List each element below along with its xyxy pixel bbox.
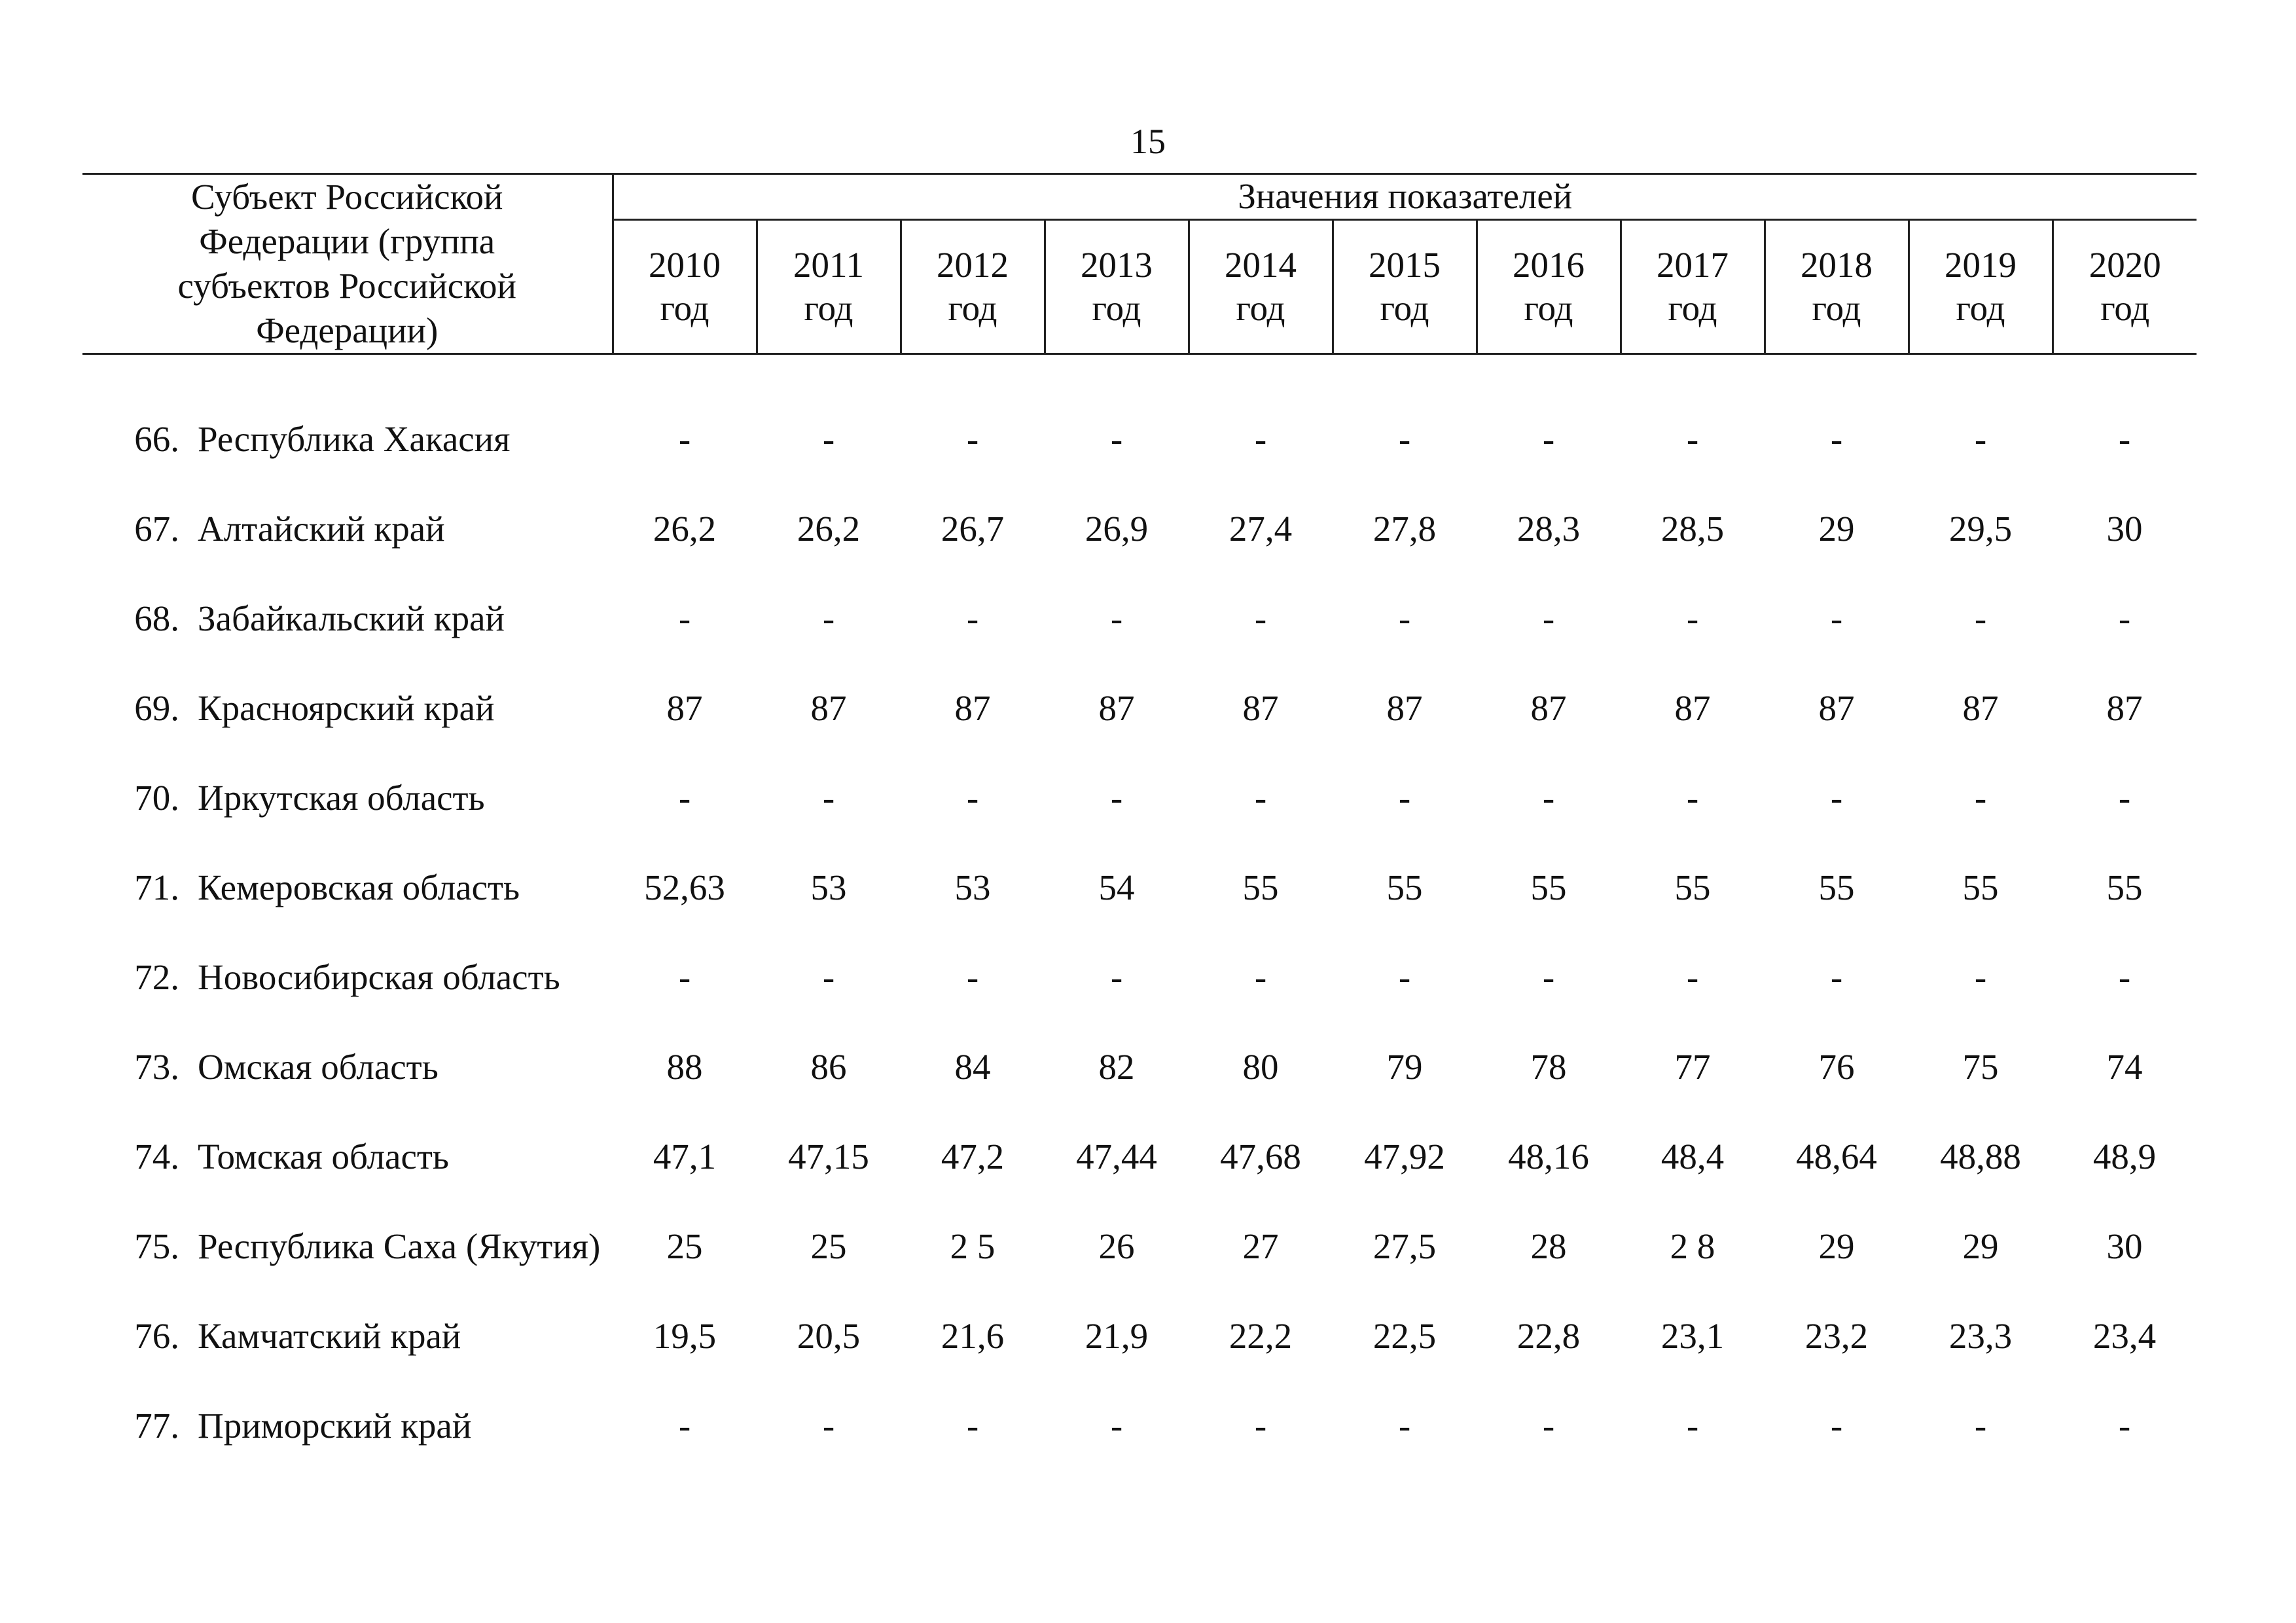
value-cell: 27,8 [1372,509,1437,549]
value-cell: 2 8 [1670,1226,1715,1266]
year-unit: год [1524,287,1573,328]
value-cell: 22,5 [1372,1316,1437,1356]
value-cell: 29 [1962,1226,1999,1266]
value-cell: 27,5 [1372,1226,1437,1266]
value-cell: 22,2 [1229,1316,1293,1356]
value-cell: - [1110,778,1123,818]
value-cell: - [1830,598,1843,638]
value-cell: 48,16 [1508,1137,1589,1176]
value-cell: 82 [1098,1047,1135,1087]
year-unit: год [2100,287,2150,328]
value-cell: - [1254,1406,1267,1446]
value-cell: 87 [1818,688,1855,728]
value-cell: - [966,778,979,818]
value-cell: - [1686,957,1699,997]
subject-name: Камчатский край [198,1316,461,1356]
value-cell: 29,5 [1948,509,2013,549]
value-cell: - [1110,598,1123,638]
year-header [1045,219,1189,354]
subject-name: Красноярский край [198,688,495,728]
value-cell: - [1254,598,1267,638]
value-cell: - [1398,957,1411,997]
value-cell: 47,68 [1220,1137,1301,1176]
value-cell: - [1398,598,1411,638]
value-cell: - [678,778,691,818]
year-label: 2011 [793,244,864,285]
table-body [82,354,2197,1471]
subject-name: Алтайский край [198,509,445,549]
value-cell: 78 [1530,1047,1567,1087]
row-number: 67. [134,509,179,549]
value-cell: - [1254,957,1267,997]
subject-header-line: Субъект Российской [191,177,503,217]
subject-name: Томская область [198,1137,449,1176]
value-cell: 87 [1242,688,1279,728]
year-header [1189,219,1333,354]
row-number: 70. [134,778,179,818]
value-cell: - [1542,419,1555,459]
row-number: 72. [134,957,179,997]
year-unit: год [1236,287,1285,328]
value-cell: - [1542,1406,1555,1446]
subject-header-line: субъектов Российской [177,266,516,306]
value-cell: - [1110,419,1123,459]
value-cell: 87 [954,688,991,728]
value-cell: 75 [1962,1047,1999,1087]
value-cell: - [1974,1406,1987,1446]
year-label: 2020 [2089,244,2161,285]
subject-cell [82,932,613,1022]
value-cell: - [822,778,835,818]
value-cell: - [1686,598,1699,638]
table-row [82,484,2197,574]
year-unit: год [1092,287,1141,328]
subject-name: Забайкальский край [198,598,505,638]
value-cell: - [822,419,835,459]
value-cell: 2 5 [950,1226,996,1266]
value-cell: 87 [2106,688,2143,728]
value-cell: - [2118,778,2131,818]
value-cell: - [966,957,979,997]
table-row [82,574,2197,663]
value-cell: 53 [954,867,991,907]
value-cell: 87 [1386,688,1423,728]
value-cell: 26,2 [653,509,717,549]
value-cell: 84 [954,1047,991,1087]
value-cell: - [966,1406,979,1446]
value-cell: 26 [1098,1226,1135,1266]
value-cell: - [1254,778,1267,818]
value-cell: 55 [2106,867,2143,907]
value-cell: - [1110,1406,1123,1446]
value-cell: 47,92 [1364,1137,1445,1176]
value-cell: 55 [1242,867,1279,907]
subject-cell [82,1112,613,1201]
value-cell: - [966,419,979,459]
value-cell: 87 [1962,688,1999,728]
value-cell: 29 [1818,1226,1855,1266]
year-header [1477,219,1621,354]
value-cell: 87 [666,688,703,728]
year-header [1333,219,1477,354]
value-cell: 23,1 [1660,1316,1725,1356]
value-cell: 47,2 [941,1137,1005,1176]
value-cell: 23,3 [1948,1316,2013,1356]
value-cell: - [1830,1406,1843,1446]
subject-cell [82,574,613,663]
value-cell: 28,5 [1660,509,1725,549]
value-cell: 77 [1674,1047,1711,1087]
year-unit: год [660,287,709,328]
value-cell: - [2118,419,2131,459]
year-header [1909,219,2053,354]
subject-cell [82,484,613,574]
value-cell: - [1254,419,1267,459]
value-cell: - [822,1406,835,1446]
value-cell: 48,64 [1796,1137,1877,1176]
value-cell: - [1398,778,1411,818]
table-row [82,1201,2197,1291]
subject-cell [82,1381,613,1470]
year-unit: год [1380,287,1429,328]
value-cell: 55 [1674,867,1711,907]
year-label: 2014 [1225,244,1297,285]
value-cell: 79 [1386,1047,1423,1087]
table-row [82,663,2197,753]
row-number: 76. [134,1316,179,1356]
value-cell: - [678,1406,691,1446]
subject-cell [82,1291,613,1381]
value-cell: 26,7 [941,509,1005,549]
row-number: 74. [134,1137,179,1176]
year-unit: год [804,287,853,328]
value-cell: - [1542,598,1555,638]
subject-cell [82,1201,613,1291]
value-cell: 47,1 [653,1137,717,1176]
value-cell: 88 [666,1047,703,1087]
value-cell: 25 [666,1226,703,1266]
value-cell: 86 [810,1047,847,1087]
subject-name: Приморский край [198,1406,472,1446]
year-label: 2010 [649,244,721,285]
table-row [82,753,2197,843]
subject-name: Республика Хакасия [198,419,511,459]
value-cell: 19,5 [653,1316,717,1356]
table-row [82,1291,2197,1381]
subject-column-header [82,174,613,354]
year-label: 2018 [1801,244,1873,285]
value-cell: - [822,957,835,997]
year-label: 2017 [1657,244,1729,285]
value-cell: 55 [1530,867,1567,907]
value-cell: 87 [1098,688,1135,728]
table-row [82,843,2197,932]
value-cell: 47,15 [788,1137,869,1176]
value-cell: - [2118,957,2131,997]
table-row [82,1381,2197,1470]
value-cell: 27 [1242,1226,1279,1266]
year-label: 2013 [1081,244,1153,285]
subject-cell [82,394,613,484]
subject-name: Кемеровская область [198,867,520,907]
year-unit: год [948,287,997,328]
subject-cell [82,1022,613,1112]
subject-cell [82,843,613,932]
year-label: 2012 [937,244,1009,285]
value-cell: 55 [1386,867,1423,907]
year-label: 2016 [1513,244,1585,285]
row-number: 68. [134,598,179,638]
value-cell: 87 [810,688,847,728]
subject-name: Республика Саха (Якутия) [198,1226,601,1266]
value-cell: - [966,598,979,638]
value-cell: - [1686,1406,1699,1446]
year-header [901,219,1045,354]
value-cell: 22,8 [1516,1316,1581,1356]
value-cell: - [1830,419,1843,459]
year-header [2053,219,2197,354]
value-cell: - [1398,419,1411,459]
value-cell: 74 [2106,1047,2143,1087]
value-cell: - [678,419,691,459]
value-cell: 87 [1674,688,1711,728]
subject-cell [82,753,613,843]
value-cell: 76 [1818,1047,1855,1087]
value-cell: 21,9 [1085,1316,1149,1356]
year-unit: год [1812,287,1861,328]
value-cell: - [1974,419,1987,459]
value-cell: - [678,598,691,638]
value-cell: 23,4 [2092,1316,2157,1356]
value-cell: 25 [810,1226,847,1266]
value-cell: 54 [1098,867,1135,907]
year-label: 2015 [1369,244,1441,285]
value-cell: 26,2 [797,509,861,549]
value-cell: - [678,957,691,997]
value-cell: - [1110,957,1123,997]
value-cell: - [1830,778,1843,818]
year-label: 2019 [1945,244,2017,285]
value-cell: 20,5 [797,1316,861,1356]
value-cell: - [2118,598,2131,638]
value-cell: - [1974,957,1987,997]
subject-header-line: Федерации) [256,310,439,350]
page-number: 15 [1130,122,1166,161]
value-cell: 52,63 [644,867,725,907]
value-cell: 55 [1962,867,1999,907]
value-cell: 28,3 [1516,509,1581,549]
value-cell: 53 [810,867,847,907]
table-row [82,932,2197,1022]
subject-name: Иркутская область [198,778,485,818]
row-number: 75. [134,1226,179,1266]
row-number: 69. [134,688,179,728]
year-unit: год [1668,287,1717,328]
value-cell: - [1974,598,1987,638]
row-number: 73. [134,1047,179,1087]
subject-name: Омская область [198,1047,439,1087]
year-header [613,219,757,354]
value-cell: 23,2 [1804,1316,1869,1356]
value-cell: 48,9 [2092,1137,2157,1176]
value-cell: 30 [2106,1226,2143,1266]
subject-header-line: Федерации (группа [199,221,495,261]
value-cell: - [1542,957,1555,997]
value-cell: - [822,598,835,638]
table-row [82,1022,2197,1112]
indicators-table [82,173,2197,1470]
value-cell: 28 [1530,1226,1567,1266]
year-header [1621,219,1765,354]
value-cell: - [1974,778,1987,818]
value-cell: 87 [1530,688,1567,728]
value-cell: 27,4 [1229,509,1293,549]
value-cell: - [1686,419,1699,459]
value-cell: 29 [1818,509,1855,549]
row-number: 66. [134,419,179,459]
value-cell: - [2118,1406,2131,1446]
value-cell: - [1398,1406,1411,1446]
value-cell: - [1542,778,1555,818]
value-cell: - [1686,778,1699,818]
value-cell: 47,44 [1076,1137,1157,1176]
value-cell: 80 [1242,1047,1279,1087]
year-header [1765,219,1909,354]
values-group-header: Значения показателей [613,174,2197,220]
table-spacer [82,354,2197,395]
row-number: 77. [134,1406,179,1446]
table-row [82,1112,2197,1201]
value-cell: 55 [1818,867,1855,907]
value-cell: 30 [2106,509,2143,549]
value-cell: 48,4 [1660,1137,1725,1176]
subject-name: Новосибирская область [198,957,560,997]
subject-cell [82,663,613,753]
value-cell: 26,9 [1085,509,1149,549]
year-unit: год [1956,287,2005,328]
table-row [82,394,2197,484]
value-cell: - [1830,957,1843,997]
row-number: 71. [134,867,179,907]
value-cell: 21,6 [941,1316,1005,1356]
value-cell: 48,88 [1940,1137,2021,1176]
year-header [757,219,901,354]
